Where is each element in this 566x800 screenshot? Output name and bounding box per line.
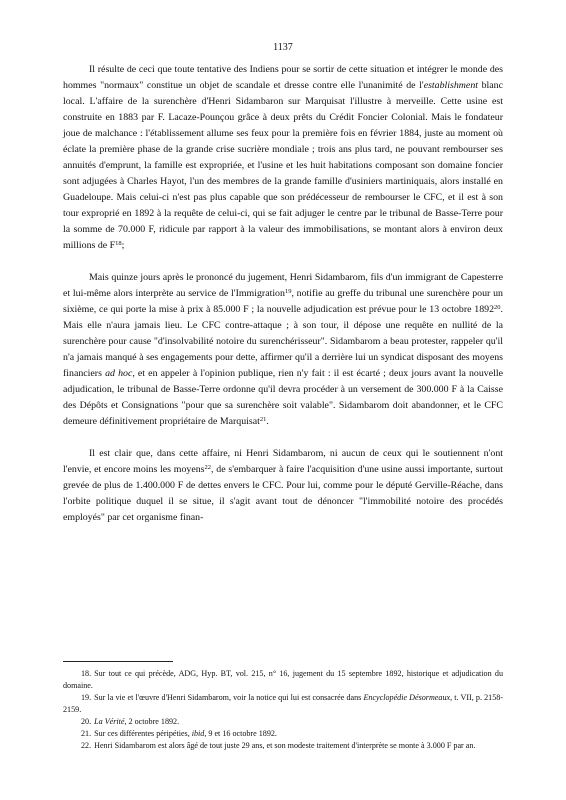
- text-run: Sur tout ce qui précède, ADG, Hyp. BT, vol. 215, n° 16, jugement du 15 septembre 1892, historique et adjudication du domaine.: [63, 669, 503, 690]
- body-text: [63, 62, 503, 526]
- footnote: [63, 668, 503, 692]
- footnote-ref: 21: [259, 416, 267, 423]
- paragraph: [63, 270, 503, 430]
- footnote-ref: 20: [494, 304, 501, 311]
- italic-text: ad hoc: [105, 368, 133, 379]
- footnote-ref: 18: [115, 240, 122, 247]
- text-run: blanc local. L'affaire de la surenchère d'Henri Sidambaron sur Marquisat l'illustre à merveille. Cette usine est construite en 1883 par F. Lacaze-Pounçou grâce à deux prêts du Crédit Foncier Colonial. Mais le fondateur joue de malchance : l'établissement allume ses feux pour la première fois en février 1884, juste au moment où éclate la première phase de la grande crise sucrière mondiale ; trois ans plus tard, ne pouvant rembourser ses annuités d'emprunt, la famille est expropriée, et l'usine et les huit habitations composant son domaine foncier sont adjugées à Charles Hayot, l'un des membres de la grande famille d'usiniers martiniquais, alors installé en Guadeloupe. Mais celui-ci n'est pas plus capable que son prédécesseur de rembourser le CFC, et il est à son tour exproprié en 1892 à la requête de celui-ci, qui se fait adjuger le centre par le tribunal de Basse-Terre pour la somme de 70.000 F, ridicule par rapport à la valeur des immobilisations, se montant alors à environ deux millions de F: [63, 80, 503, 251]
- text-run: .: [266, 416, 269, 427]
- page-number: 1137: [273, 42, 293, 53]
- text-run: , 2 octobre 1892.: [124, 717, 180, 726]
- text-run: , et en appeler à l'opinion publique, rien n'y fait : il est écarté ; deux jours avant la nouvelle adjudication, le tribunal de Basse-Terre ordonne qu'il devra procéder à un versement de 300.000 F à la Caisse des Dépôts et Consignations "pour que sa surenchère soit valable". Sidambarom doit abandonner, et le CFC demeure définitivement propriétaire de Marquisat: [63, 368, 503, 427]
- text-run: Il est clair que, dans cette affaire, ni Henri Sidambarom, ni aucun de ceux qui le soutiennent n'ont l'envie, et encore moins les moyens: [63, 448, 503, 475]
- footnote: [63, 740, 503, 752]
- footnote-separator: [63, 661, 173, 662]
- footnote-number: 18.: [81, 669, 92, 678]
- italic-text: ibid: [191, 729, 205, 738]
- text-run: Sur ces différentes péripéties,: [94, 729, 192, 738]
- footnote-ref: 19: [284, 288, 292, 295]
- text-run: , de s'embarquer à faire l'acquisition d'une usine aussi importante, surtout grevée de plus de 1.400.000 F de dettes envers le CFC. Pour lui, comme pour le député Gerville-Réache, dans l'orbite politique duquel il se situe, il s'agit avant tout de dénoncer "l'immobilité notoire des procédés employés" par cet organisme finan-: [63, 464, 503, 523]
- footnote-number: 22.: [81, 741, 92, 750]
- text-run: ;: [121, 240, 125, 251]
- footnote: [63, 716, 503, 728]
- italic-text: La Vérité: [94, 717, 125, 726]
- paragraph: [63, 446, 503, 526]
- text-run: . Mais elle n'aura jamais lieu. Le CFC contre-attaque ; à son tour, il dépose une requête en nullité de la surenchère pour cause "d'insolvabilité notoire du surenchérisseur". Sidambarom a beau protester, rappeler qu'il n'a jamais manqué à ses engagements pour dette, affirmer qu'il a derrière lui un syndicat disposant des moyens financiers: [63, 304, 503, 379]
- italic-text: establishment: [423, 80, 478, 91]
- italic-text: Encyclopédie Désormeaux: [363, 693, 451, 702]
- footnote-number: 19.: [81, 693, 92, 702]
- text-run: Sur la vie et l'œuvre d'Henri Sidambarom, voir la notice qui lui est consacrée dans: [94, 693, 364, 702]
- footnote-number: 20.: [81, 717, 92, 726]
- text-run: Il résulte de ceci que toute tentative des Indiens pour se sortir de cette situation et intégrer le monde des hommes "normaux" constitue un objet de scandale et dresse contre elle l'unanimité de l': [63, 64, 503, 91]
- paragraph: [63, 62, 503, 254]
- text-run: Henri Sidambarom est alors âgé de tout juste 29 ans, et son modeste traitement d'interprète se monte à 3.000 F par an.: [94, 741, 476, 750]
- footnote: [63, 728, 503, 740]
- footnote: [63, 692, 503, 716]
- text-run: , t. VII, p. 2158-2159.: [63, 693, 503, 714]
- footnotes: [63, 668, 503, 752]
- footnote-number: 21.: [81, 729, 92, 738]
- text-run: , notifie au greffe du tribunal une surenchère pour un sixième, ce qui porte la mise à prix à 85.000 F ; la nouvelle adjudication est prévue pour le 13 octobre 1892: [63, 288, 503, 315]
- text-run: , 9 et 16 octobre 1892.: [204, 729, 277, 738]
- text-run: Mais quinze jours après le prononcé du jugement, Henri Sidambarom, fils d'un immigrant de Capesterre et lui-même alors interprète au service de l'Immigration: [63, 272, 503, 299]
- footnote-ref: 22: [204, 464, 212, 471]
